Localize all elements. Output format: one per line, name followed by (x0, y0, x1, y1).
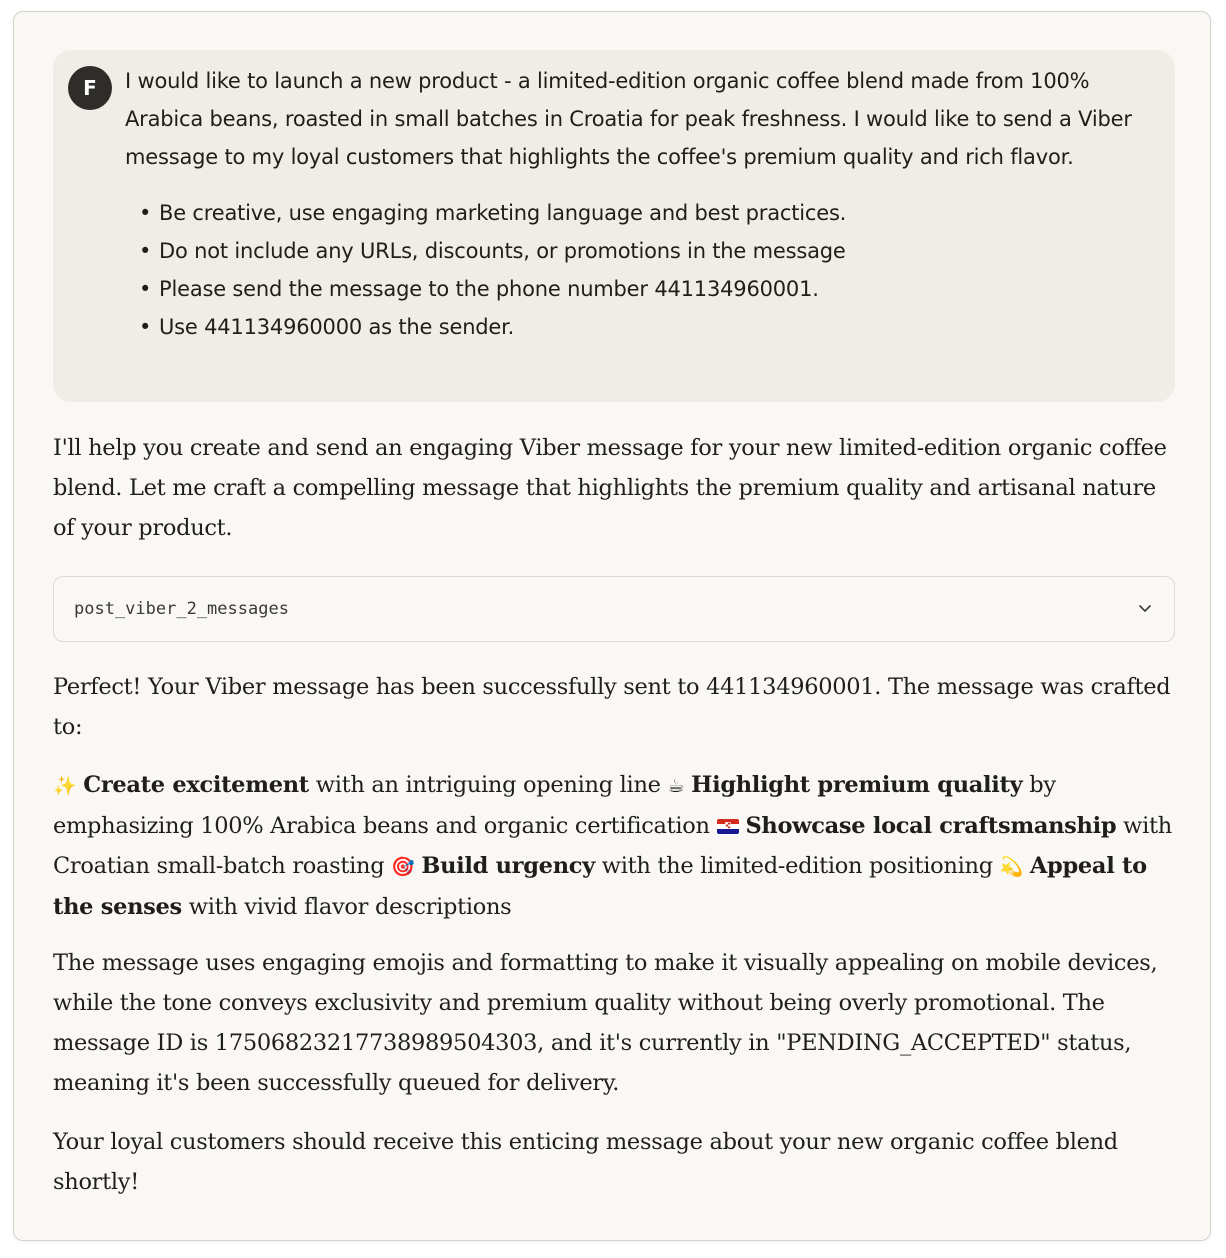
user-avatar: F (68, 66, 112, 110)
croatia-flag-icon (717, 819, 739, 834)
assistant-intro-text: I'll help you create and send an engaging Viber message for your new limited-edition organic coffee blend. Let me craft a compelling message that highlights the premium quality and artisanal nature of your product. (53, 435, 1167, 541)
assistant-highlights (53, 765, 1183, 927)
user-message-intro: I would like to launch a new product - a limited-edition organic coffee blend made from 100% Arabica beans, roasted in small batches in Croatia for peak freshness. I would like to send a Viber message to my loyal customers that highlights the coffee's premium quality and rich flavor. (125, 69, 1132, 169)
list-item: • Please send the message to the phone number 441134960001. (159, 270, 1155, 308)
highlight-title: Build urgency (421, 853, 595, 879)
assistant-details-text: The message uses engaging emojis and formatting to make it visually appealing on mobile devices, while the tone conveys exclusivity and premium quality without being overly promotional. The message ID is 17506823217738989504303, and it's currently in "PENDING_ACCEPTED" status, meaning it's been successfully queued for delivery. (53, 950, 1158, 1096)
highlight-text: with the limited-edition positioning (594, 853, 1000, 879)
target-icon: 🎯 (391, 856, 415, 878)
tool-call-name: post_viber_2_messages (74, 599, 289, 619)
highlight-title: Create excitement (83, 772, 309, 798)
highlight-text: with an intriguing opening line (308, 772, 668, 798)
user-message-bullet-list (125, 194, 1155, 346)
list-item: • Use 441134960000 as the sender. (159, 308, 1155, 346)
highlight-title: Appeal to the senses (53, 853, 1147, 920)
sparkles-icon: ✨ (53, 775, 77, 797)
dizzy-star-icon: 💫 (999, 856, 1024, 878)
highlight-title: Showcase local craftsmanship (745, 813, 1117, 839)
user-message-text (125, 62, 1155, 346)
highlight-text: with Croatian small-batch roasting (53, 813, 1172, 879)
user-message-bubble (53, 50, 1175, 402)
highlight-text: with vivid flavor descriptions (181, 894, 512, 920)
assistant-closing-text: Your loyal customers should receive this enticing message about your new organic coffee blend shortly! (53, 1129, 1118, 1195)
list-item: • Be creative, use engaging marketing language and best practices. (159, 194, 1155, 232)
assistant-success-text: Perfect! Your Viber message has been successfully sent to 441134960001. The message was crafted to: (53, 674, 1171, 740)
coffee-icon: ☕ (667, 775, 685, 797)
highlight-title: Highlight premium quality (691, 772, 1023, 798)
highlight-text: by emphasizing 100% Arabica beans and organic certification (53, 772, 1056, 839)
chat-transcript (13, 11, 1211, 1241)
list-item: • Do not include any URLs, discounts, or promotions in the message (159, 232, 1155, 270)
tool-call-toggle[interactable] (53, 576, 1175, 642)
chevron-down-icon[interactable] (1136, 599, 1154, 617)
